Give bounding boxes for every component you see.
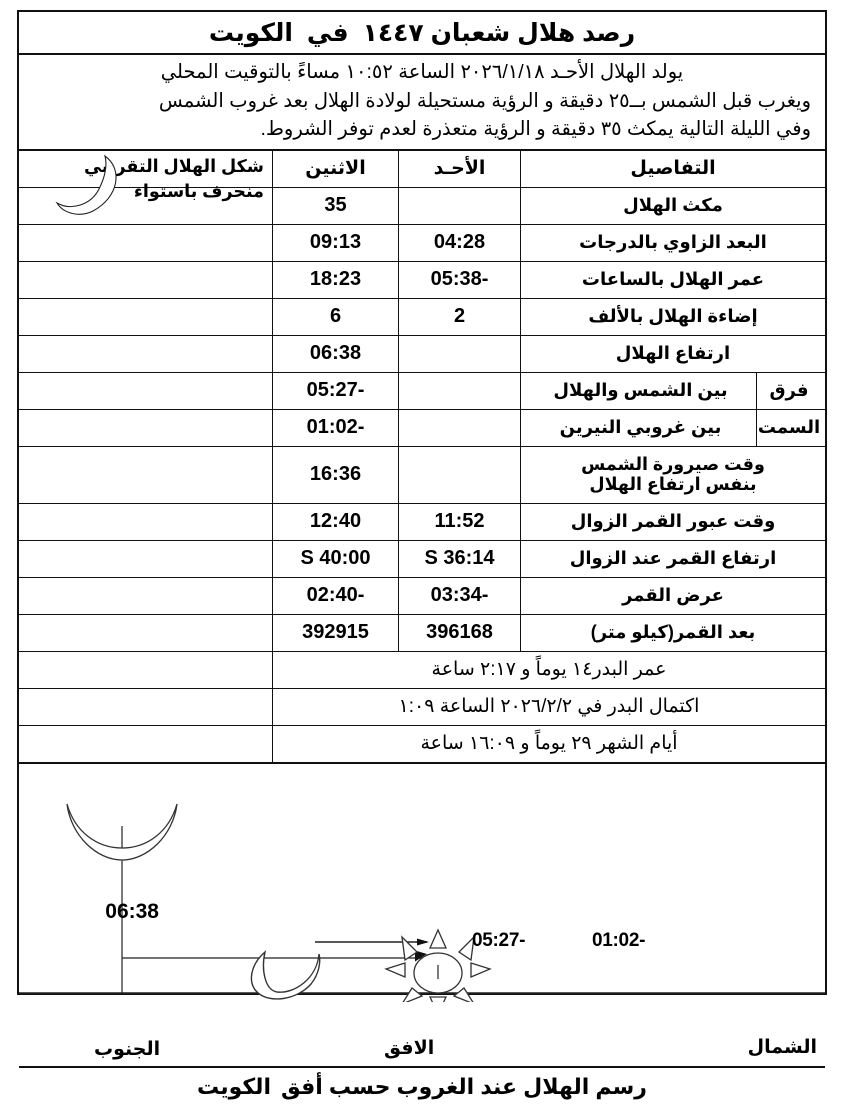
row-sunday-value: 2 (398, 299, 520, 335)
table-row (19, 504, 825, 541)
row-label-rest: بين الشمس والهلال (553, 380, 728, 401)
row-label: ارتفاع الهلال (520, 336, 825, 372)
row-sunday-value (398, 447, 520, 503)
diagram-caption-location: الكويت (197, 1073, 271, 1099)
table-row (19, 447, 825, 504)
row-sunday-value: 11:52 (398, 504, 520, 540)
row-monday-value: 40:00 S (272, 541, 398, 577)
shape-column-spacer (19, 373, 272, 409)
shape-column-spacer (19, 410, 272, 446)
summary-row (19, 726, 825, 764)
row-sunday-value: 396168 (398, 615, 520, 651)
table-row (19, 578, 825, 615)
header-details: التفاصيل (520, 151, 825, 187)
table-header-row (19, 151, 825, 201)
summary-text: اكتمال البدر في ٢٠٢٦/٢/٢ الساعة ١:٠٩ (272, 689, 825, 725)
row-monday-value: 392915 (272, 615, 398, 651)
page-title (19, 12, 825, 55)
table-row (19, 336, 825, 373)
direction-labels-row (19, 1036, 825, 1068)
table-row (19, 188, 825, 225)
diagram-caption-main: رسم الهلال عند الغروب حسب أفق (281, 1073, 647, 1099)
row-label: بعد القمر(كيلو متر) (520, 615, 825, 651)
row-label: البعد الزاوي بالدرجات (520, 225, 825, 261)
table-row (19, 541, 825, 578)
altitude-value-label: 06:38 (105, 899, 159, 923)
row-label-multiline (520, 447, 825, 503)
shape-column-spacer (19, 188, 272, 224)
row-sunday-value (398, 188, 520, 224)
table-row (19, 615, 825, 652)
page-title-location: الكويت (208, 18, 293, 47)
shape-column-spacer (19, 299, 272, 335)
row-label: إضاءة الهلال بالألف (520, 299, 825, 335)
row-label: مكث الهلال (520, 188, 825, 224)
row-monday-value: 06:38 (272, 336, 398, 372)
row-monday-value: 6 (272, 299, 398, 335)
summary-row (19, 689, 825, 726)
row-monday-value: -05:27 (272, 373, 398, 409)
row-sunday-value: -03:34 (398, 578, 520, 614)
row-sunday-value (398, 410, 520, 446)
row-label-lead: فرق (756, 373, 821, 409)
intro-paragraph (19, 55, 825, 151)
row-monday-value: 35 (272, 188, 398, 224)
row-monday-value: -02:40 (272, 578, 398, 614)
page-title-main: رصد هلال شعبان ١٤٤٧ (362, 18, 636, 47)
row-sunday-value: 36:14 S (398, 541, 520, 577)
row-monday-value: 12:40 (272, 504, 398, 540)
table-row (19, 373, 825, 410)
shape-column-spacer (19, 225, 272, 261)
row-label: عمر الهلال بالساعات (520, 262, 825, 298)
table-row (19, 410, 825, 447)
label-horizon: الافق (384, 1037, 435, 1059)
shape-column-spacer (19, 262, 272, 298)
shape-column-spacer (19, 652, 272, 688)
table-row (19, 225, 825, 262)
arc-of-light-value-label: -05:27 (472, 929, 526, 951)
shape-column-spacer (19, 447, 272, 503)
azimuth-arrowhead (417, 938, 429, 945)
header-sunday: الأحـد (398, 151, 520, 187)
row-monday-value: -01:02 (272, 410, 398, 446)
row-sunday-value (398, 336, 520, 372)
label-north: الشمال (747, 1036, 817, 1058)
summary-row (19, 652, 825, 689)
row-sunday-value: -05:38 (398, 262, 520, 298)
row-monday-value: 09:13 (272, 225, 398, 261)
summary-text: أيام الشهر ٢٩ يوماً و ١٦:٠٩ ساعة (272, 726, 825, 762)
row-label: عرض القمر (520, 578, 825, 614)
table-row (19, 299, 825, 336)
intro-line-1: يولد الهلال الأحـد ٢٠٢٦/١/١٨ الساعة ١٠:٥٢ مساءً بالتوقيت المحلي (160, 61, 684, 83)
summary-text: عمر البدر١٤ يوماً و ٢:١٧ ساعة (272, 652, 825, 688)
row-label-rest: بين غروبي النيرين (559, 417, 722, 438)
row-label-line1: وقت صيرورة الشمس (581, 454, 765, 475)
crescent-shape-label: شكل الهلال التقريبي (84, 155, 264, 176)
shape-column-spacer (19, 541, 272, 577)
row-label: وقت عبور القمر الزوال (520, 504, 825, 540)
shape-column-spacer (19, 726, 272, 762)
crescent-orientation-label: منحرف باستواء (133, 180, 264, 201)
shape-column-spacer (19, 336, 272, 372)
row-label-lead: السمت (756, 410, 821, 446)
sunset-crescent-diagram (19, 764, 825, 1036)
row-monday-value: 16:36 (272, 447, 398, 503)
intro-line-3: وفي الليلة التالية يمكث ٣٥ دقيقة و الرؤية متعذرة لعدم توفر الشروط. (260, 118, 811, 141)
row-label-split (520, 373, 825, 409)
azimuth-value-label: -01:02 (592, 929, 646, 951)
row-monday-value: 18:23 (272, 262, 398, 298)
page-title-prep: في (306, 18, 349, 47)
row-sunday-value: 04:28 (398, 225, 520, 261)
row-sunday-value (398, 373, 520, 409)
intro-line-2: ويغرب قبل الشمس بــ٢٥ دقيقة و الرؤية مستحيلة لولادة الهلال بعد غروب الشمس (158, 89, 811, 112)
shape-column-spacer (19, 578, 272, 614)
row-label-line2: بنفس ارتفاع الهلال (589, 473, 757, 494)
header-crescent-shape (19, 151, 272, 201)
document-page (17, 10, 827, 1099)
diagram-caption (19, 1068, 825, 1106)
shape-column-spacer (19, 504, 272, 540)
header-monday: الاثنين (272, 151, 398, 187)
row-label: ارتفاع القمر عند الزوال (520, 541, 825, 577)
shape-column-spacer (19, 689, 272, 725)
row-label-split (520, 410, 825, 446)
crescent-moon-lower-icon (251, 952, 319, 999)
label-south: الجنوب (94, 1038, 161, 1060)
shape-column-spacer (19, 615, 272, 651)
diagram-canvas (19, 764, 825, 1002)
table-row (19, 262, 825, 299)
observation-table (19, 151, 825, 764)
